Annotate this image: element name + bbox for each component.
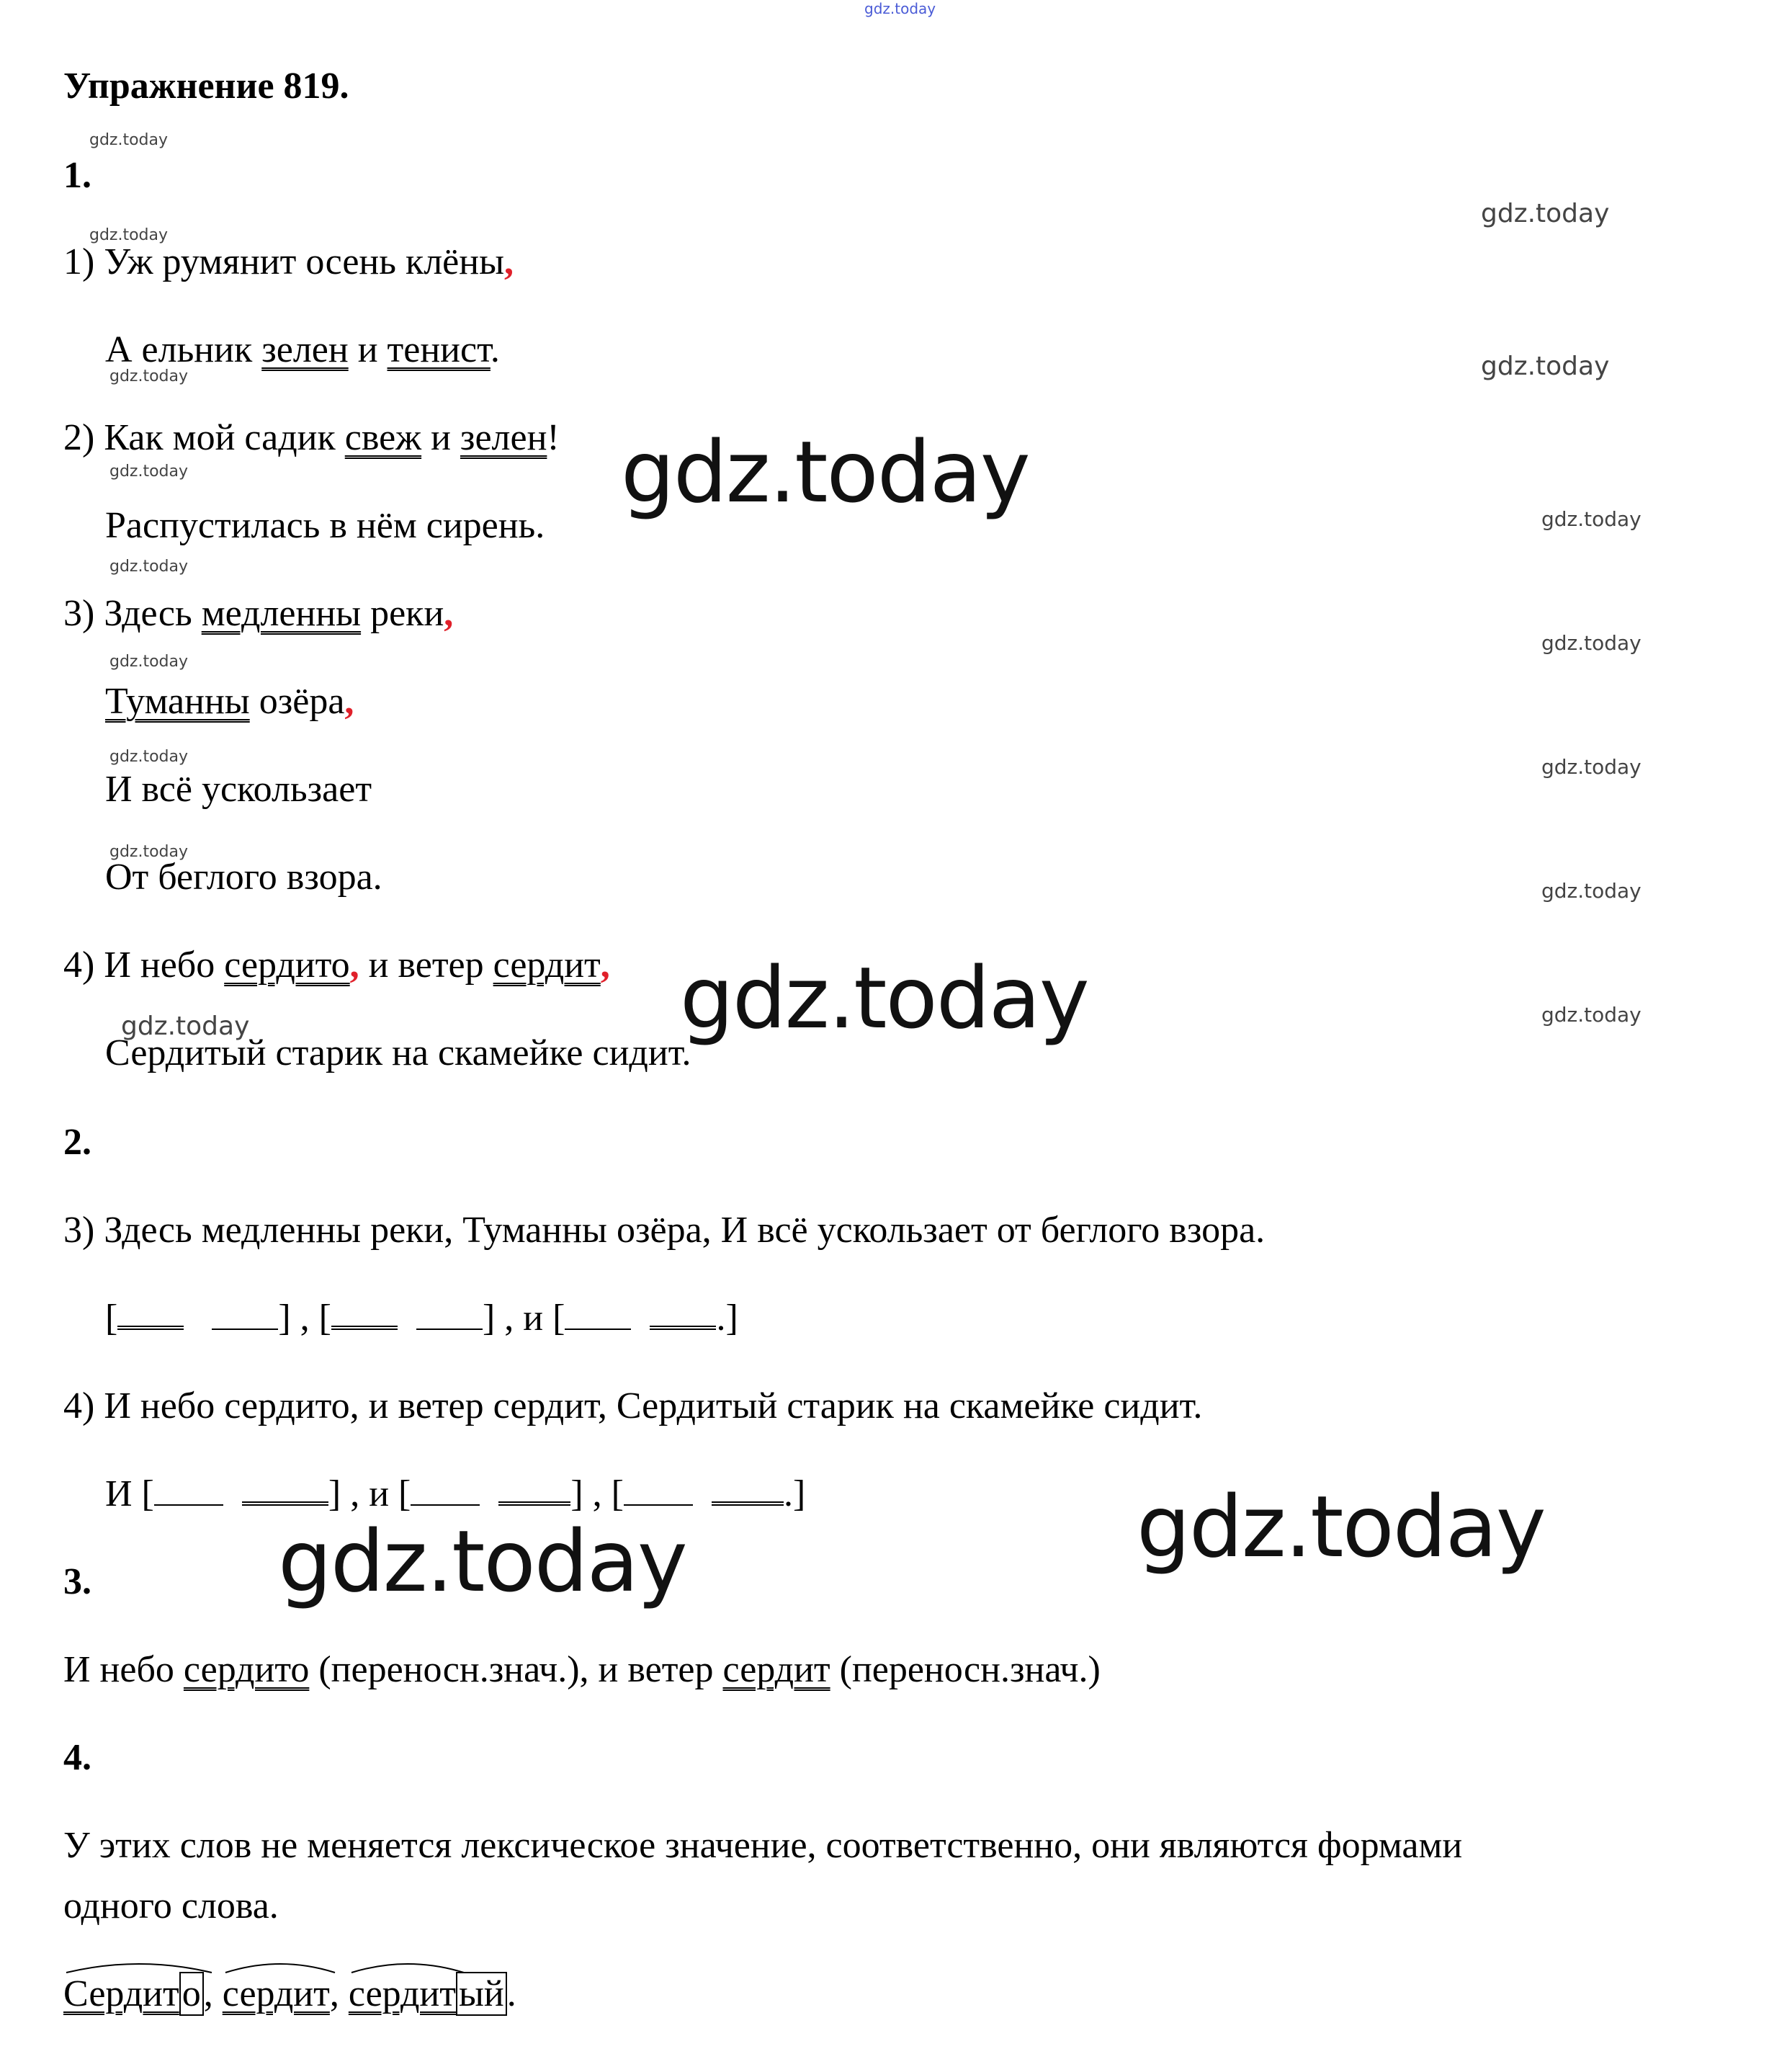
watermark-top: gdz.today (864, 0, 936, 17)
ending-box: о (179, 1972, 204, 2016)
section-heading-1: 1. (63, 155, 91, 196)
root-arc (63, 1960, 215, 1974)
sentence-4-line-2: Сердитый старик на скамейке сидит. (105, 1032, 691, 1073)
part2-sentence-4: 4) И небо сердито, и ветер сердит, Сердитый старик на скамейке сидит. (63, 1385, 1203, 1426)
watermark: gdz.today (121, 1012, 250, 1041)
watermark: gdz.today (89, 226, 169, 244)
watermark-big: gdz.today (680, 948, 1088, 1048)
scheme-sentence-3: [ ] , [ ] , и [ .] (105, 1298, 738, 1339)
part2-sentence-3: 3) Здесь медленны реки, Туманны озёра, И всё ускользает от беглого взора. (63, 1210, 1266, 1251)
sentence-2-line-1: 2) Как мой садик свеж и зелен! (63, 417, 560, 458)
watermark: gdz.today (109, 843, 189, 861)
sentence-1-line-1: 1) Уж румянит осень клёны, (63, 241, 514, 282)
sentence-3-line-4: От беглого взора. (105, 857, 382, 898)
word-serdito: Сердито (63, 1973, 204, 2016)
part3-sentence: И небо сердито (переносн.знач.), и ветер сердит (переносн.знач.) (63, 1649, 1101, 1690)
watermark: gdz.today (89, 131, 169, 149)
section-heading-4: 4. (63, 1737, 91, 1778)
watermark: gdz.today (1541, 631, 1642, 655)
sentence-3-line-1: 3) Здесь медленны реки, (63, 593, 454, 634)
watermark: gdz.today (1541, 507, 1642, 531)
root-arc (223, 1960, 338, 1974)
watermark: gdz.today (109, 558, 189, 576)
scheme-sentence-4: И [ ] , и [ ] , [ .] (105, 1473, 806, 1514)
part4-line-1: У этих слов не меняется лексическое значение, соответственно, они являются формами (63, 1825, 1463, 1866)
watermark-big: gdz.today (1137, 1477, 1545, 1576)
word-serdityi: сердитый (349, 1973, 507, 2016)
sentence-1-line-2: А ельник зелен и тенист. (105, 329, 500, 370)
watermark: gdz.today (109, 653, 189, 671)
watermark-big: gdz.today (278, 1511, 686, 1611)
watermark: gdz.today (109, 463, 189, 481)
watermark: gdz.today (109, 367, 189, 385)
watermark: gdz.today (1481, 352, 1610, 381)
sentence-4-line-1: 4) И небо сердито, и ветер сердит, (63, 945, 610, 986)
watermark: gdz.today (1541, 755, 1642, 779)
morpheme-words: Сердито, сердит, сердитый. (63, 1973, 516, 2016)
watermark: gdz.today (1541, 879, 1642, 903)
ending-box: ый (456, 1972, 507, 2016)
sentence-3-line-3: И всё ускользает (105, 769, 372, 810)
page-title: Упражнение 819. (63, 66, 349, 107)
sentence-2-line-2: Распустилась в нём сирень. (105, 505, 545, 546)
part4-line-2: одного слова. (63, 1885, 279, 1926)
watermark: gdz.today (109, 748, 189, 766)
sentence-3-line-2: Туманны озёра, (105, 681, 354, 722)
watermark: gdz.today (1481, 199, 1610, 228)
section-heading-2: 2. (63, 1122, 91, 1163)
watermark: gdz.today (1541, 1003, 1642, 1027)
word-serdit: сердит (223, 1973, 330, 2016)
root-arc (349, 1960, 467, 1974)
section-heading-3: 3. (63, 1561, 91, 1602)
watermark-big: gdz.today (621, 422, 1029, 522)
